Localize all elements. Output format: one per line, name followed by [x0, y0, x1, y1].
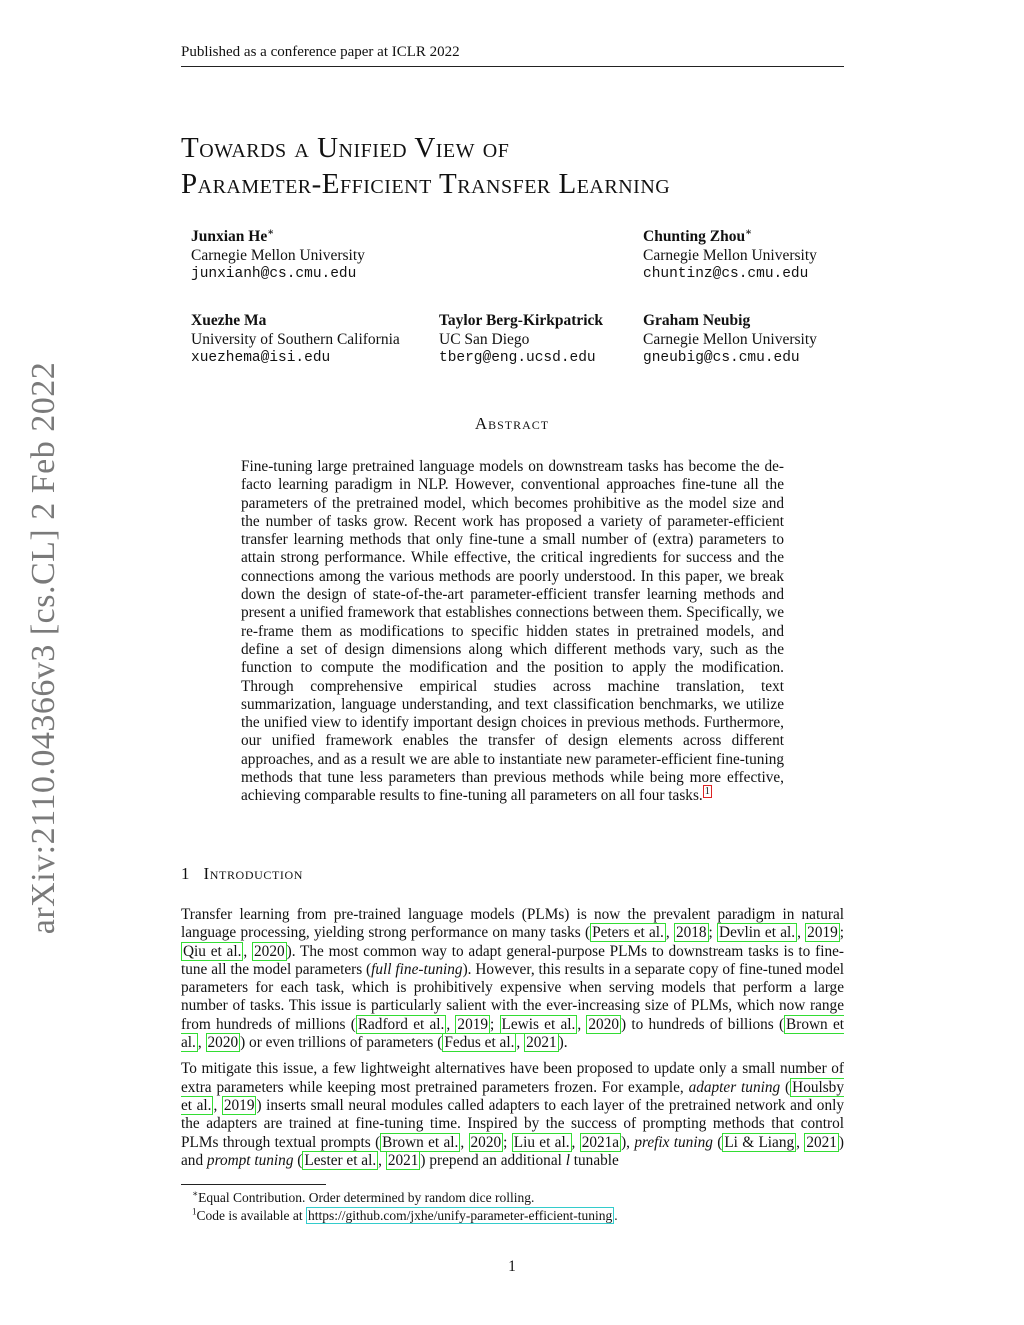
equal-contribution-mark: ∗ — [745, 226, 753, 238]
emphasis: adapter tuning — [688, 1078, 781, 1096]
section-number: 1 — [181, 864, 190, 883]
citation-link[interactable]: Brown et al. — [382, 1133, 459, 1151]
footnote-mark: 1 — [192, 1206, 197, 1217]
citation-link[interactable]: Devlin et al. — [719, 924, 796, 942]
footnote-divider — [181, 1184, 326, 1185]
citation-link[interactable]: 2019 — [457, 1015, 489, 1033]
citation-link[interactable]: Liu et al. — [513, 1133, 570, 1151]
citation-link[interactable]: 2020 — [254, 942, 285, 960]
citation-link[interactable]: 2021 — [806, 1133, 837, 1151]
footnote-link[interactable]: 1 — [704, 786, 710, 798]
citation-link[interactable]: Houlsby et al. — [181, 1078, 844, 1114]
title-line-2: Parameter-Efficient Transfer Learning — [181, 168, 671, 200]
math-variable: l — [565, 1151, 570, 1169]
author-email[interactable]: xuezhema@isi.edu — [191, 350, 331, 366]
author-block — [191, 227, 365, 284]
author-name: Chunting Zhou∗ — [643, 226, 753, 245]
title-line-1: Towards a Unified View of — [181, 132, 510, 164]
citation-link[interactable]: 2021a — [581, 1133, 620, 1151]
emphasis: prefix tuning — [634, 1133, 713, 1151]
introduction-body — [181, 906, 844, 1178]
author-affiliation: Carnegie Mellon University — [643, 247, 817, 264]
author-block — [191, 311, 400, 368]
arxiv-identifier: arXiv:2110.04366v3 [cs.CL] 2 Feb 2022 — [25, 361, 62, 935]
author-email[interactable]: junxianh@cs.cmu.edu — [191, 266, 357, 282]
paragraph: Transfer learning from pre-trained language models (PLMs) is now the prevalent paradigm in natural language processing, yielding strong performance on many tasks ( Peters et al. , 2018 ; Devlin et al. , 2019 ; Qiu et al. , 2020 ). The most common way to adapt general-purpose PLMs to downstream tasks is to fine-tune all the model parameters (full fine-tuning). However, this results in a separate copy of fine-tuned model parameters for each task, which is prohibitively expensive when serving models that perform a large number of tasks. This issue is particularly salient with the ever-increasing size of PLMs, which now range from hundreds of millions ( Radford et al. , 2019 ; Lewis et al. , 2020 ) to hundreds of billions ( Brown et al. , 2020 ) or even trillions of parameters ( Fedus et al. , 2021 ). — [181, 906, 845, 1052]
citation-link[interactable]: Peters et al. — [592, 924, 664, 942]
citation-link[interactable]: 2021 — [526, 1034, 557, 1052]
author-affiliation: University of Southern California — [191, 331, 400, 348]
footnote: $^1$Code is available at https://github.com/jxhe/unify-parameter-efficient-tuning . — [192, 1206, 618, 1223]
author-block — [439, 311, 603, 368]
emphasis: prompt tuning — [206, 1151, 294, 1169]
abstract-heading: Abstract — [474, 414, 550, 433]
equal-contribution-mark: ∗ — [267, 226, 275, 238]
author-affiliation: Carnegie Mellon University — [643, 331, 817, 348]
citation-link[interactable]: 2020 — [588, 1015, 619, 1033]
citation-link[interactable]: 2019 — [223, 1096, 255, 1114]
citation-link[interactable]: Lester et al. — [304, 1151, 377, 1169]
page-number: 1 — [508, 1258, 516, 1275]
author-block — [643, 227, 817, 284]
citation-link[interactable]: 2018 — [675, 924, 707, 942]
citation-link[interactable]: 2020 — [207, 1034, 239, 1052]
running-header: Published as a conference paper at ICLR 2022 — [181, 44, 844, 67]
paper-title — [181, 130, 861, 202]
author-affiliation: Carnegie Mellon University — [191, 247, 365, 264]
emphasis: full fine-tuning — [371, 960, 463, 978]
citation-link[interactable]: 2021 — [387, 1151, 419, 1169]
author-name: Taylor Berg-Kirkpatrick — [439, 312, 604, 329]
footnotes — [192, 1189, 852, 1225]
author-name: Graham Neubig — [643, 312, 751, 329]
footnote-mark: ∗ — [192, 1188, 199, 1199]
citation-link[interactable]: 2019 — [807, 924, 838, 942]
abstract-text: Fine-tuning large pretrained language models on downstream tasks has become the de-facto learning paradigm in NLP. However, conventional approaches fine-tune all the parameters of the pretrained model, which becomes prohibitive as the model size and the number of tasks grow. Recent work has proposed a variety of parameter-efficient transfer learning methods that only fine-tune a small number of (extra) parameters to attain strong performance. While effective, the critical ingredients for success and the connections among the various methods are poorly understood. In this paper, we break down the design of state-of-the-art parameter-efficient transfer learning methods and present a unified framework that establishes connections between them. Specifically, we re-frame them as modifications to specific hidden states in pretrained models, and define a set of design dimensions along which different methods vary, such as the function to compute the modification and the position to apply the modification. Through comprehensive empirical studies across machine translation, text summarization, language understanding, and text classification benchmarks, we utilize the unified view to identify important design choices in previous methods. Furthermore, our unified framework enables the transfer of design elements across different approaches, and as a result we are able to instantiate new parameter-efficient fine-tuning methods that tune less parameters than previous methods while being more effective, achieving comparable results to fine-tuning all parameters on all four tasks. $^1$ — [241, 458, 784, 805]
citation-link[interactable]: Radford et al. — [357, 1015, 445, 1033]
citation-link[interactable]: Brown et al. — [181, 1015, 844, 1052]
citation-link[interactable]: Li & Liang — [724, 1133, 795, 1151]
author-affiliation: UC San Diego — [439, 331, 530, 348]
citation-link[interactable]: Lewis et al. — [501, 1015, 576, 1033]
footnote: ∗Equal Contribution. Order determined by random dice rolling. — [192, 1188, 535, 1205]
citation-link[interactable]: Fedus et al. — [444, 1034, 515, 1052]
code-url-link[interactable]: https://github.com/jxhe/unify-parameter-efficient-tuning — [307, 1208, 613, 1223]
author-email[interactable]: tberg@eng.ucsd.edu — [439, 350, 596, 366]
citation-link[interactable]: Qiu et al. — [183, 942, 242, 960]
paragraph: To mitigate this issue, a few lightweight alternatives have been proposed to update only a small number of extra parameters while keeping most pretrained parameters frozen. For example, adapter tuning ( Houlsby et al. , 2019 ) inserts small neural modules called adapters to each layer of the pretrained network and only the adapters are trained at fine-tuning time. Inspired by the success of prompting methods that control PLMs through textual prompts ( Brown et al. , 2020 ; Liu et al. , 2021a ), prefix tuning ( Li & Liang , 2021 ) and prompt tuning ( Lester et al. , 2021 ) prepend an additional l tunable — [181, 1060, 845, 1169]
citation-link[interactable]: 2020 — [470, 1133, 502, 1151]
section-heading — [181, 864, 303, 884]
author-email[interactable]: chuntinz@cs.cmu.edu — [643, 266, 809, 282]
author-block — [643, 311, 817, 368]
author-name: Junxian He∗ — [191, 226, 275, 245]
section-title: Introduction — [203, 864, 304, 883]
author-name: Xuezhe Ma — [191, 312, 267, 329]
author-email[interactable]: gneubig@cs.cmu.edu — [643, 350, 800, 366]
